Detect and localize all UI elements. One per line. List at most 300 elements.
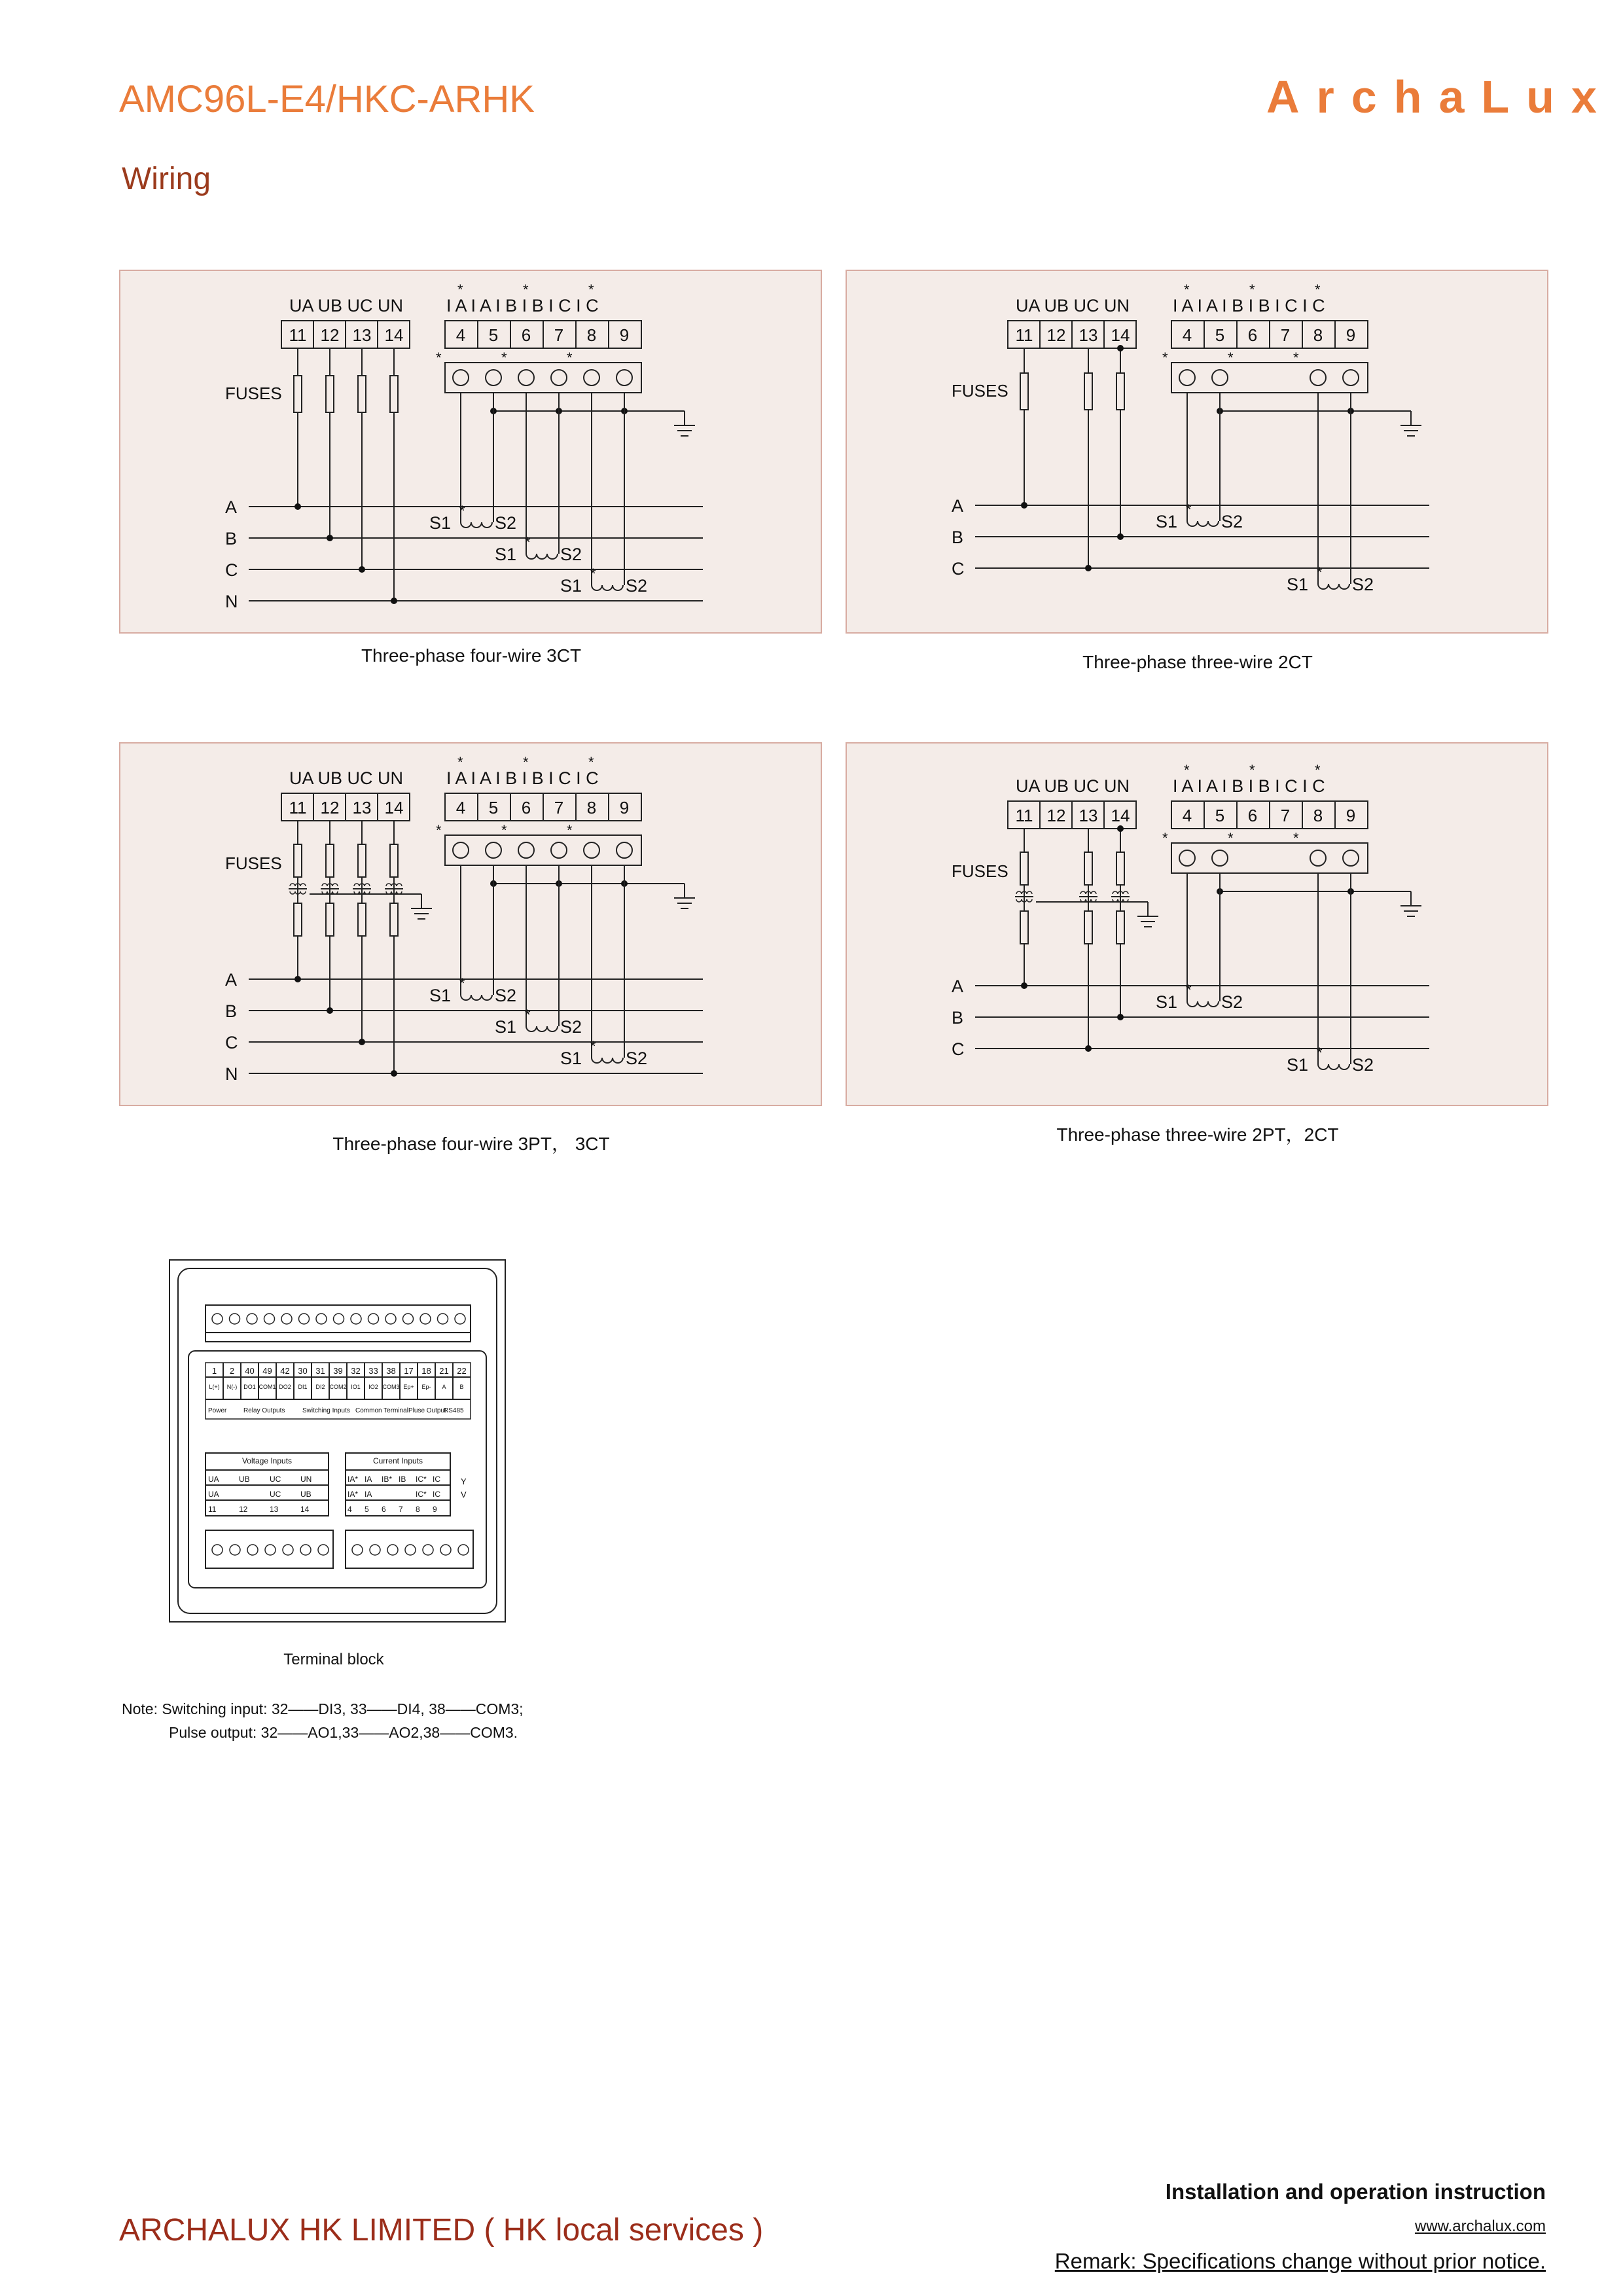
current-inputs-title: Current Inputs — [372, 1456, 423, 1465]
pt-coil-icon — [300, 891, 306, 894]
top-terminal-signal: DO2 — [279, 1384, 291, 1390]
connector-pin-icon — [212, 1545, 223, 1555]
current-cell: IB* — [382, 1475, 393, 1484]
fuse-icon — [326, 844, 334, 877]
pt-coil-icon — [1016, 891, 1022, 894]
top-terminal-signal: A — [442, 1384, 446, 1390]
voltage-terminal-number: 14 — [1111, 806, 1130, 825]
row-tag: V — [461, 1490, 467, 1499]
top-terminal-group: Switching Inputs — [302, 1407, 350, 1414]
screw-terminal-icon — [453, 842, 469, 858]
connector-pin-icon — [247, 1314, 257, 1324]
ct-polarity-star: * — [1317, 1045, 1323, 1061]
connector-pin-icon — [370, 1545, 380, 1555]
voltage-terminal-number: 13 — [352, 798, 372, 817]
top-terminal-number: 31 — [315, 1366, 325, 1376]
voltage-terminal-number: 11 — [1015, 806, 1033, 825]
terminal-block-drawing — [169, 1259, 506, 1623]
current-cell: IA — [365, 1475, 372, 1484]
voltage-header: UA UB UC UN — [1016, 296, 1130, 315]
polarity-star: * — [1184, 762, 1190, 778]
polarity-star: * — [501, 350, 507, 366]
current-cell: IC — [433, 1475, 440, 1484]
polarity-star: * — [588, 281, 594, 298]
connector-pin-icon — [212, 1314, 223, 1324]
ct-s1-label: S1 — [560, 576, 582, 596]
polarity-star: * — [1228, 350, 1234, 366]
voltage-terminal-number: 13 — [1079, 325, 1098, 345]
fuse-icon — [1020, 852, 1028, 885]
polarity-star: * — [1162, 350, 1168, 366]
ct-s2-label: S2 — [560, 1017, 582, 1037]
top-terminal-number: 42 — [280, 1366, 290, 1376]
polarity-star: * — [523, 281, 529, 298]
voltage-cell: UN — [300, 1475, 312, 1484]
phase-label: B — [952, 1008, 964, 1028]
pt-coil-icon — [354, 884, 359, 886]
current-terminal-number: 9 — [1346, 806, 1356, 825]
screw-terminal-icon — [584, 842, 599, 858]
current-terminal-number: 5 — [488, 798, 499, 817]
terminal-block-caption: Terminal block — [283, 1651, 384, 1668]
fuse-icon — [358, 376, 366, 412]
current-terminal-number: 9 — [619, 325, 630, 345]
screw-terminal-icon — [616, 370, 632, 386]
diagram-caption: Three-phase three-wire 2CT — [1082, 652, 1313, 672]
fuses-label: FUSES — [225, 384, 282, 403]
current-terminal-number: 9 — [619, 798, 630, 817]
pt-coil-icon — [1027, 899, 1032, 902]
current-terminal-number: 8 — [586, 798, 597, 817]
voltage-terminal-number: 14 — [384, 325, 404, 345]
connector-pin-icon — [300, 1545, 311, 1555]
junction-dot — [1021, 502, 1027, 509]
current-terminal-number: 4 — [1182, 325, 1192, 345]
ct-coil-icon — [1187, 1001, 1219, 1007]
ct-polarity-star: * — [1186, 501, 1192, 518]
ct-polarity-star: * — [590, 1038, 596, 1054]
wiring-diagram-3p4w-3pt-3ct — [119, 742, 822, 1106]
phase-label: C — [225, 560, 238, 580]
polarity-star: * — [588, 754, 594, 770]
current-cell: IA* — [348, 1475, 359, 1484]
wiring-diagram-3p4w-3ct — [119, 270, 822, 634]
connector-pin-icon — [385, 1314, 396, 1324]
top-terminal-group: Pluse Output — [408, 1407, 446, 1414]
top-terminal-number: 30 — [298, 1366, 308, 1376]
ct-s1-label: S1 — [1156, 992, 1178, 1012]
voltage-cell: UA — [208, 1490, 219, 1499]
polarity-star: * — [457, 754, 463, 770]
polarity-star: * — [1249, 281, 1255, 298]
screw-terminal-icon — [551, 842, 567, 858]
voltage-cell: UC — [270, 1475, 281, 1484]
voltage-terminal-number: 11 — [289, 325, 307, 345]
connector-pin-icon — [230, 1314, 240, 1324]
junction-dot — [391, 598, 397, 604]
top-terminal-signal: COM2 — [329, 1384, 347, 1390]
junction-dot — [391, 1070, 397, 1077]
phase-label: N — [225, 1064, 238, 1084]
connector-pin-icon — [316, 1314, 327, 1324]
phase-label: C — [952, 1039, 965, 1059]
wiring-svg — [847, 271, 1550, 635]
voltage-terminal-number: 14 — [1111, 325, 1130, 345]
voltage-terminal-number: 13 — [352, 325, 372, 345]
note-line-1: Note: Switching input: 32——DI3, 33——DI4, 38——COM3; — [122, 1700, 524, 1717]
wiring-svg — [120, 271, 823, 635]
current-cell: IC* — [416, 1490, 427, 1499]
top-terminal-group: Relay Outputs — [243, 1407, 285, 1414]
ct-s2-label: S2 — [626, 576, 648, 596]
ct-polarity-star: * — [525, 534, 531, 550]
junction-dot — [359, 566, 365, 573]
polarity-star: * — [1162, 830, 1168, 846]
ct-s1-label: S1 — [429, 986, 452, 1005]
top-terminal-group: Power — [208, 1407, 227, 1414]
connector-pin-icon — [458, 1545, 469, 1555]
top-terminal-signal: Ep+ — [403, 1384, 414, 1390]
phase-label: B — [225, 1001, 238, 1021]
connector-pin-icon — [334, 1314, 344, 1324]
current-terminal-number: 4 — [455, 798, 466, 817]
phase-label: B — [952, 528, 964, 547]
fuse-icon — [390, 903, 398, 936]
current-cell: 4 — [348, 1505, 352, 1514]
connector-pin-icon — [420, 1314, 431, 1324]
phase-label: C — [952, 559, 965, 579]
voltage-inputs-table — [205, 1453, 329, 1516]
ct-polarity-star: * — [1186, 982, 1192, 998]
ct-coil-icon — [526, 554, 558, 559]
top-terminal-signal: L(+) — [209, 1384, 220, 1390]
voltage-terminal-number: 12 — [320, 798, 340, 817]
ct-polarity-star: * — [459, 975, 465, 992]
top-terminal-signal: N(-) — [226, 1384, 238, 1390]
fuses-label: FUSES — [225, 853, 282, 873]
ct-coil-icon — [1318, 1064, 1349, 1069]
pt-coil-icon — [290, 891, 295, 894]
polarity-star: * — [523, 754, 529, 770]
pt-coil-icon — [300, 884, 306, 886]
current-terminal-number: 4 — [455, 325, 466, 345]
ct-s2-label: S2 — [1352, 1055, 1374, 1075]
pt-coil-icon — [1091, 891, 1096, 894]
top-terminal-number: 1 — [211, 1366, 217, 1376]
screw-bar — [445, 835, 641, 865]
ct-coil-icon — [526, 1026, 558, 1031]
ct-s1-label: S1 — [1287, 575, 1309, 594]
current-cell: 6 — [382, 1505, 386, 1514]
fuse-icon — [1020, 911, 1028, 944]
connector-pin-icon — [351, 1314, 361, 1324]
pt-coil-icon — [322, 884, 327, 886]
pt-coil-icon — [1123, 891, 1128, 894]
phase-label: N — [225, 592, 238, 611]
ct-polarity-star: * — [1317, 564, 1323, 581]
fuse-icon — [326, 376, 334, 412]
connector-pin-icon — [230, 1545, 240, 1555]
voltage-cell: UA — [208, 1475, 219, 1484]
polarity-star: * — [567, 822, 573, 838]
connector-pin-icon — [352, 1545, 363, 1555]
voltage-terminal-number: 14 — [384, 798, 404, 817]
footer-company: ARCHALUX HK LIMITED ( HK local services ) — [119, 2213, 764, 2248]
top-terminal-signal: DI1 — [298, 1384, 308, 1390]
screw-terminal-icon — [1179, 850, 1195, 866]
wiring-svg — [120, 744, 823, 1107]
ct-coil-icon — [1318, 584, 1349, 589]
current-header: I A I A I B I B I C I C — [446, 296, 599, 315]
ct-s2-label: S2 — [1221, 992, 1243, 1012]
connector-pin-icon — [368, 1314, 379, 1324]
top-terminal-signal: COM3 — [382, 1384, 400, 1390]
polarity-star: * — [1293, 350, 1299, 366]
fuse-icon — [1084, 373, 1092, 410]
fuses-label: FUSES — [952, 381, 1008, 401]
connector-pin-icon — [318, 1545, 329, 1555]
current-header: I A I A I B I B I C I C — [1173, 776, 1325, 796]
current-terminal-number: 6 — [521, 325, 531, 345]
screw-terminal-icon — [1212, 370, 1228, 386]
current-header: I A I A I B I B I C I C — [446, 768, 599, 788]
junction-dot — [1021, 982, 1027, 989]
screw-bar — [1171, 363, 1368, 393]
ct-s2-label: S2 — [626, 1049, 648, 1068]
voltage-cell: UB — [300, 1490, 312, 1499]
top-terminal-number: 33 — [368, 1366, 378, 1376]
pt-coil-icon — [1016, 899, 1022, 902]
screw-terminal-icon — [551, 370, 567, 386]
phase-label: A — [952, 977, 964, 996]
top-terminal-number: 18 — [421, 1366, 431, 1376]
current-cell: 5 — [365, 1505, 369, 1514]
screw-terminal-icon — [486, 370, 501, 386]
ct-s1-label: S1 — [1287, 1055, 1309, 1075]
screw-terminal-icon — [1310, 370, 1326, 386]
voltage-inputs-title: Voltage Inputs — [241, 1456, 293, 1465]
wiring-svg — [847, 744, 1550, 1107]
current-cell: IA* — [348, 1490, 359, 1499]
screw-bar — [1171, 843, 1368, 873]
phase-label: C — [225, 1033, 238, 1052]
voltage-terminal-number: 12 — [1046, 325, 1066, 345]
ct-coil-icon — [592, 1058, 623, 1063]
current-cell: IA — [365, 1490, 372, 1499]
footer-remark: Remark: Specifications change without prior notice. — [1054, 2249, 1546, 2273]
fuse-icon — [294, 844, 302, 877]
ct-polarity-star: * — [459, 503, 465, 519]
voltage-cell: 13 — [270, 1505, 279, 1514]
fuse-icon — [1020, 373, 1028, 410]
diagram-caption: Three-phase four-wire 3PT， 3CT — [332, 1134, 610, 1154]
top-terminal-number: 22 — [457, 1366, 467, 1376]
top-terminal-number: 21 — [439, 1366, 449, 1376]
connector-pin-icon — [440, 1545, 451, 1555]
voltage-terminal-number: 13 — [1079, 806, 1098, 825]
connector-pin-icon — [264, 1314, 275, 1324]
current-terminal-number: 6 — [521, 798, 531, 817]
ct-polarity-star: * — [590, 565, 596, 582]
current-cell: IC — [433, 1490, 440, 1499]
footer-website-link[interactable]: www.archalux.com — [1414, 2217, 1546, 2235]
screw-terminal-icon — [1179, 370, 1195, 386]
current-terminal-number: 4 — [1182, 806, 1192, 825]
phase-label: B — [225, 529, 238, 548]
ct-polarity-star: * — [525, 1007, 531, 1023]
polarity-star: * — [1315, 281, 1321, 298]
pt-coil-icon — [290, 884, 295, 886]
voltage-cell: 14 — [300, 1505, 310, 1514]
voltage-header: UA UB UC UN — [289, 296, 404, 315]
fuses-label: FUSES — [952, 861, 1008, 881]
fuse-icon — [1084, 911, 1092, 944]
polarity-star: * — [457, 281, 463, 298]
ct-s2-label: S2 — [495, 513, 517, 533]
connector-pin-icon — [405, 1545, 416, 1555]
note-line-2: Pulse output: 32——AO1,33——AO2,38——COM3. — [169, 1724, 518, 1741]
ct-s2-label: S2 — [1352, 575, 1374, 594]
ct-coil-icon — [1187, 521, 1219, 526]
fuse-icon — [1116, 373, 1124, 410]
fuse-icon — [294, 903, 302, 936]
current-terminal-number: 7 — [1280, 806, 1291, 825]
junction-dot — [1117, 345, 1124, 351]
current-inputs-table — [346, 1453, 450, 1516]
connector-pin-icon — [403, 1314, 414, 1324]
screw-terminal-icon — [1343, 850, 1359, 866]
ct-coil-icon — [461, 995, 492, 1000]
top-terminal-number: 39 — [333, 1366, 343, 1376]
voltage-cell: UB — [239, 1475, 250, 1484]
pt-coil-icon — [365, 884, 370, 886]
section-title: Wiring — [122, 162, 211, 196]
voltage-cell: 12 — [239, 1505, 248, 1514]
voltage-header: UA UB UC UN — [1016, 776, 1130, 796]
phase-label: A — [952, 496, 964, 516]
junction-dot — [1117, 1014, 1124, 1020]
current-terminal-number: 8 — [586, 325, 597, 345]
polarity-star: * — [1293, 830, 1299, 846]
screw-terminal-icon — [1212, 850, 1228, 866]
row-tag: Y — [461, 1477, 467, 1486]
connector-pin-icon — [438, 1314, 448, 1324]
pt-coil-icon — [1113, 891, 1118, 894]
voltage-cell: 11 — [208, 1505, 217, 1514]
fuse-icon — [1116, 852, 1124, 885]
ct-coil-icon — [592, 585, 623, 590]
voltage-terminal-number: 12 — [320, 325, 340, 345]
voltage-terminal-number: 11 — [289, 798, 307, 817]
screw-terminal-icon — [453, 370, 469, 386]
connector-pin-icon — [423, 1545, 433, 1555]
current-terminal-number: 7 — [1280, 325, 1291, 345]
current-cell: IB — [399, 1475, 406, 1484]
screw-terminal-icon — [616, 842, 632, 858]
top-terminal-number: 32 — [351, 1366, 361, 1376]
current-cell: 8 — [416, 1505, 420, 1514]
ct-s1-label: S1 — [429, 513, 452, 533]
connector-pin-icon — [283, 1545, 293, 1555]
ct-s2-label: S2 — [495, 986, 517, 1005]
screw-terminal-icon — [1343, 370, 1359, 386]
connector-pin-icon — [265, 1545, 276, 1555]
polarity-star: * — [436, 822, 442, 838]
connector-pin-icon — [299, 1314, 310, 1324]
voltage-cell: UC — [270, 1490, 281, 1499]
voltage-header: UA UB UC UN — [289, 768, 404, 788]
fuse-icon — [326, 903, 334, 936]
top-terminal-number: 49 — [262, 1366, 272, 1376]
current-terminal-number: 5 — [1215, 325, 1225, 345]
fuse-icon — [390, 376, 398, 412]
junction-dot — [327, 1007, 333, 1014]
top-terminal-signal: DO1 — [243, 1384, 256, 1390]
top-terminal-signal: DI2 — [315, 1384, 325, 1390]
screw-terminal-icon — [486, 842, 501, 858]
pt-coil-icon — [397, 884, 402, 886]
ct-s2-label: S2 — [560, 545, 582, 564]
fuse-icon — [1084, 852, 1092, 885]
polarity-star: * — [1228, 830, 1234, 846]
polarity-star: * — [501, 822, 507, 838]
fuse-icon — [390, 844, 398, 877]
screw-terminal-icon — [518, 370, 534, 386]
footer-install-title: Installation and operation instruction — [1165, 2179, 1546, 2204]
top-terminal-signal: COM1 — [259, 1384, 276, 1390]
polarity-star: * — [1184, 281, 1190, 298]
diagram-caption: Three-phase three-wire 2PT，2CT — [1056, 1124, 1339, 1145]
current-terminal-number: 7 — [554, 798, 564, 817]
voltage-terminal-number: 12 — [1046, 806, 1066, 825]
connector-pin-icon — [247, 1545, 258, 1555]
current-terminal-number: 6 — [1247, 806, 1258, 825]
current-terminal-number: 8 — [1313, 325, 1323, 345]
current-terminal-number: 7 — [554, 325, 564, 345]
wiring-diagram-3p3w-2pt-2ct — [846, 742, 1548, 1106]
junction-dot — [294, 503, 301, 510]
phase-label: A — [225, 970, 238, 990]
connector-pin-icon — [387, 1545, 398, 1555]
top-terminal-signal: B — [459, 1384, 464, 1390]
screw-terminal-icon — [1310, 850, 1326, 866]
ct-s1-label: S1 — [495, 1017, 517, 1037]
top-terminal-group: Common Terminal — [355, 1407, 408, 1414]
top-terminal-number: 40 — [245, 1366, 255, 1376]
current-cell: IC* — [416, 1475, 427, 1484]
ct-s2-label: S2 — [1221, 512, 1243, 531]
junction-dot — [327, 535, 333, 541]
polarity-star: * — [1315, 762, 1321, 778]
top-terminal-signal: Ep- — [421, 1384, 431, 1390]
top-terminal-signal: IO1 — [351, 1384, 361, 1390]
current-header: I A I A I B I B I C I C — [1173, 296, 1325, 315]
current-terminal-number: 8 — [1313, 806, 1323, 825]
brand-logo: ArchaLux — [1266, 71, 1614, 122]
current-cell: 9 — [433, 1505, 437, 1514]
current-terminal-number: 5 — [1215, 806, 1225, 825]
polarity-star: * — [567, 350, 573, 366]
pt-coil-icon — [332, 884, 338, 886]
pt-coil-icon — [1080, 891, 1086, 894]
connector-pin-icon — [455, 1314, 465, 1324]
screw-terminal-icon — [518, 842, 534, 858]
junction-dot — [1085, 565, 1092, 571]
junction-dot — [1117, 533, 1124, 540]
document-title: AMC96L-E4/HKC-ARHK — [119, 78, 535, 120]
fuse-icon — [294, 376, 302, 412]
top-terminal-number: 2 — [229, 1366, 235, 1376]
